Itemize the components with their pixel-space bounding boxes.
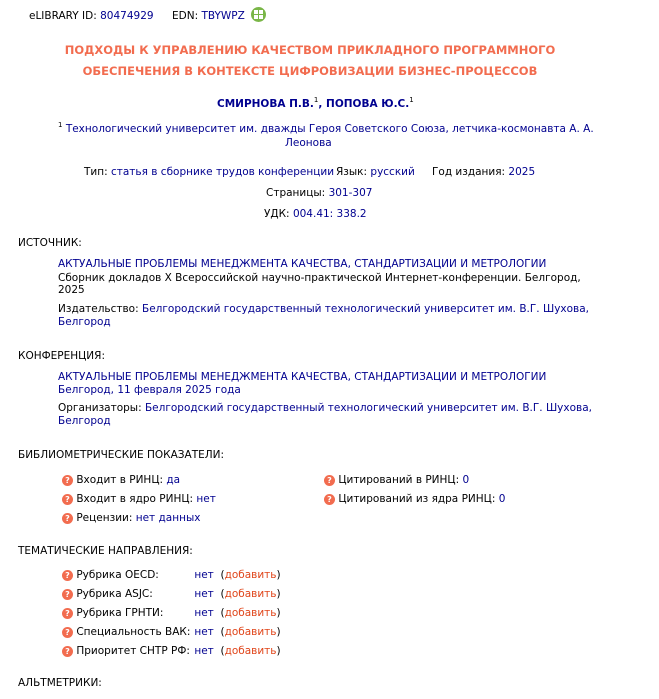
thematic-value: нет: [194, 569, 214, 581]
pages-row: [266, 187, 372, 199]
author-1[interactable]: СМИРНОВА П.В.: [217, 98, 314, 110]
elibrary-id-label: eLIBRARY ID:: [29, 10, 97, 22]
type-row: [84, 166, 334, 178]
thematic-row: ? Рубрика ASJC: нет (добавить): [62, 588, 281, 600]
conference-title[interactable]: АКТУАЛЬНЫЕ ПРОБЛЕМЫ МЕНЕДЖМЕНТА КАЧЕСТВА, СТАНДАРТИЗАЦИИ И МЕТРОЛОГИИ: [58, 371, 547, 383]
help-icon[interactable]: ?: [62, 513, 73, 524]
biblio-reviews-label: Рецензии:: [76, 512, 133, 524]
biblio-cit-core-row: [324, 493, 505, 505]
biblio-core-value: нет: [196, 493, 216, 505]
article-title: [0, 40, 620, 82]
qr-icon[interactable]: [251, 7, 266, 22]
add-link[interactable]: добавить: [224, 626, 277, 638]
biblio-rinc-label: Входит в РИНЦ:: [76, 474, 164, 486]
help-icon[interactable]: ?: [62, 494, 73, 505]
thematic-row: ? Специальность ВАК: нет (добавить): [62, 626, 281, 638]
thematic-label: Рубрика ГРНТИ:: [76, 607, 164, 619]
conference-org-city[interactable]: Белгород: [58, 415, 111, 427]
help-icon[interactable]: ?: [324, 494, 335, 505]
edn-row: [172, 10, 245, 22]
biblio-core-row: [62, 493, 216, 505]
thematic-label: Специальность ВАК:: [76, 626, 191, 638]
article-title-line2: ОБЕСПЕЧЕНИЯ В КОНТЕКСТЕ ЦИФРОВИЗАЦИИ БИЗНЕС-ПРОЦЕССОВ: [82, 64, 538, 78]
source-publisher-row: [58, 303, 589, 315]
biblio-rinc-value: да: [166, 474, 181, 486]
biblio-reviews-value: нет данных: [135, 512, 201, 524]
edn-label: EDN:: [172, 10, 199, 22]
biblio-cit-rinc-label: Цитирований в РИНЦ:: [338, 474, 460, 486]
biblio-cit-rinc-value: 0: [462, 474, 470, 486]
add-link[interactable]: добавить: [224, 569, 277, 581]
affiliation-line1: [58, 123, 594, 135]
year-row: [432, 166, 535, 178]
thematic-label: Рубрика OECD:: [76, 569, 159, 581]
add-link[interactable]: добавить: [224, 607, 277, 619]
thematic-row: ? Рубрика OECD: нет (добавить): [62, 569, 281, 581]
conference-org-row: [58, 402, 592, 414]
type-label: Тип:: [84, 166, 108, 178]
author-2[interactable]: ПОПОВА Ю.С.: [326, 98, 410, 110]
lang-label: Язык:: [336, 166, 368, 178]
source-publisher-label: Издательство:: [58, 303, 139, 315]
authors-separator: ,: [318, 98, 327, 110]
thematic-value: нет: [194, 607, 214, 619]
biblio-core-label: Входит в ядро РИНЦ:: [76, 493, 194, 505]
conference-org-value[interactable]: Белгородский государственный технологический университет им. В.Г. Шухова,: [144, 402, 592, 414]
author-1-sup: 1: [313, 96, 319, 104]
article-title-line1: ПОДХОДЫ К УПРАВЛЕНИЮ КАЧЕСТВОМ ПРИКЛАДНОГО ПРОГРАММНОГО: [64, 43, 556, 57]
thematic-label: Приоритет СНТР РФ:: [76, 645, 190, 657]
add-link[interactable]: добавить: [224, 588, 277, 600]
affiliation-text[interactable]: Технологический университет им. дважды Героя Советского Союза, летчика-космонавта А. А.: [65, 123, 594, 135]
conference-org-label: Организаторы:: [58, 402, 142, 414]
help-icon[interactable]: ?: [62, 627, 73, 638]
authors: [217, 98, 414, 110]
conference-place-date: Белгород, 11 февраля 2025 года: [58, 384, 241, 396]
help-icon[interactable]: ?: [62, 475, 73, 486]
help-icon[interactable]: ?: [62, 608, 73, 619]
year-label: Год издания:: [432, 166, 506, 178]
biblio-reviews-row: [62, 512, 200, 524]
add-link[interactable]: добавить: [224, 645, 277, 657]
lang-value: русский: [370, 166, 415, 178]
thematic-value: нет: [194, 626, 214, 638]
source-heading: ИСТОЧНИК:: [18, 237, 82, 249]
source-desc-line1: Сборник докладов X Всероссийской научно-практической Интернет-конференции. Белгород,: [58, 272, 581, 284]
thematic-label: Рубрика ASJC:: [76, 588, 153, 600]
thematic-heading: ТЕМАТИЧЕСКИЕ НАПРАВЛЕНИЯ:: [18, 545, 193, 557]
edn-value[interactable]: TBYWPZ: [201, 10, 245, 22]
source-publisher-city[interactable]: Белгород: [58, 316, 111, 328]
biblio-cit-core-label: Цитирований из ядра РИНЦ:: [338, 493, 496, 505]
udk-row: [264, 208, 367, 220]
year-value: 2025: [508, 166, 536, 178]
source-desc-line2: 2025: [58, 284, 85, 296]
source-title[interactable]: АКТУАЛЬНЫЕ ПРОБЛЕМЫ МЕНЕДЖМЕНТА КАЧЕСТВА, СТАНДАРТИЗАЦИИ И МЕТРОЛОГИИ: [58, 258, 547, 270]
affiliation-line2[interactable]: Леонова: [285, 137, 332, 149]
biblio-cit-rinc-row: [324, 474, 469, 486]
source-publisher-value[interactable]: Белгородский государственный технологический университет им. В.Г. Шухова,: [142, 303, 590, 315]
biblio-cit-core-value: 0: [498, 493, 506, 505]
author-2-sup: 1: [409, 96, 414, 104]
elibrary-id-row: [29, 10, 154, 22]
thematic-value: нет: [194, 588, 214, 600]
udk-value: 004.41: 338.2: [292, 208, 367, 220]
udk-label: УДК:: [264, 208, 290, 220]
help-icon[interactable]: ?: [324, 475, 335, 486]
lang-row: [336, 166, 415, 178]
help-icon[interactable]: ?: [62, 570, 73, 581]
help-icon[interactable]: ?: [62, 646, 73, 657]
help-icon[interactable]: ?: [62, 589, 73, 600]
altmetrics-heading: АЛЬТМЕТРИКИ:: [18, 677, 102, 689]
thematic-row: ? Рубрика ГРНТИ: нет (добавить): [62, 607, 281, 619]
biblio-heading: БИБЛИОМЕТРИЧЕСКИЕ ПОКАЗАТЕЛИ:: [18, 449, 225, 461]
pages-value: 301-307: [328, 187, 373, 199]
biblio-rinc-row: [62, 474, 180, 486]
affiliation-sup: 1: [58, 121, 63, 129]
pages-label: Страницы:: [266, 187, 326, 199]
thematic-value: нет: [194, 645, 214, 657]
type-value: статья в сборнике трудов конференции: [110, 166, 335, 178]
conference-heading: КОНФЕРЕНЦИЯ:: [18, 350, 105, 362]
elibrary-id-value: 80474929: [100, 10, 154, 22]
thematic-row: ? Приоритет СНТР РФ: нет (добавить): [62, 645, 281, 657]
